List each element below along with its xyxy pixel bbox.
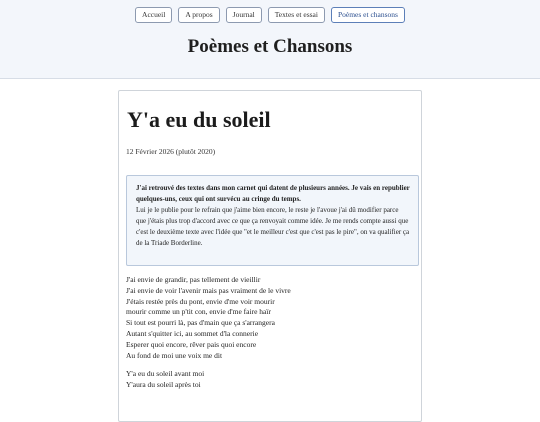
poem-line: J'étais restée près du pont, envie d'me voir mourir — [126, 296, 275, 306]
poem-line: Si tout est pourri là, pas d'main que ça s'arrangera — [126, 318, 275, 328]
poem-line: J'ai envie de grandir, pas tellement de vieillir — [126, 275, 261, 284]
stanza-1 — [126, 275, 416, 361]
author-note-text: Lui je le publie pour le refrain que j'aime bien encore, le reste je l'avoue j'ai dû modifier parce que j'étais plus trop d'accord avec ce que ça renvoyait comme idée. Je me rends compte aussi que c'est le deuxième texte avec l'idée que "et le meilleur c'est que c'est pas le pire", on va qualifier ça de la Triade Borderline. — [136, 206, 410, 247]
site-title: Poèmes et Chansons — [187, 36, 353, 57]
author-note-bold: J'ai retrouvé des textes dans mon carnet qui datent de plusieurs années. Je vais en republier quelques-uns, ceux qui ont survécu au cringe du temps. — [136, 184, 410, 203]
nav-accueil[interactable]: Accueil — [135, 7, 172, 23]
poem-line: Y'a eu du soleil avant moi — [126, 369, 205, 379]
nav-poemes-et-chansons[interactable]: Poèmes et chansons — [331, 7, 405, 23]
author-note — [126, 175, 419, 266]
poem-line: Y'aura du soleil après toi — [126, 380, 201, 390]
poem-body — [126, 275, 416, 399]
post-title: Y'a eu du soleil — [127, 107, 271, 132]
poem-line: Au fond de moi une voix me dit — [126, 350, 223, 360]
site-header — [0, 0, 540, 79]
nav-journal[interactable]: Journal — [226, 7, 262, 23]
poem-line: Autant s'quitter ici, au sommet d'la connerie — [126, 328, 259, 338]
poem-line: Esperer quoi encore, rêver pais quoi encore — [126, 339, 257, 349]
main-nav — [0, 7, 540, 23]
poem-line: mourir comme un p'tit con, envie d'me faire haïr — [126, 307, 271, 317]
stanza-2 — [126, 369, 416, 391]
poem-line: J'ai envie de voir l'avenir mais pas vraiment de le vivre — [126, 285, 291, 295]
post-date: 12 Février 2026 (plutôt 2020) — [126, 147, 216, 156]
nav-textes-et-essai[interactable]: Textes et essai — [268, 7, 325, 23]
nav-a-propos[interactable]: A propos — [178, 7, 219, 23]
post-card — [118, 90, 422, 422]
